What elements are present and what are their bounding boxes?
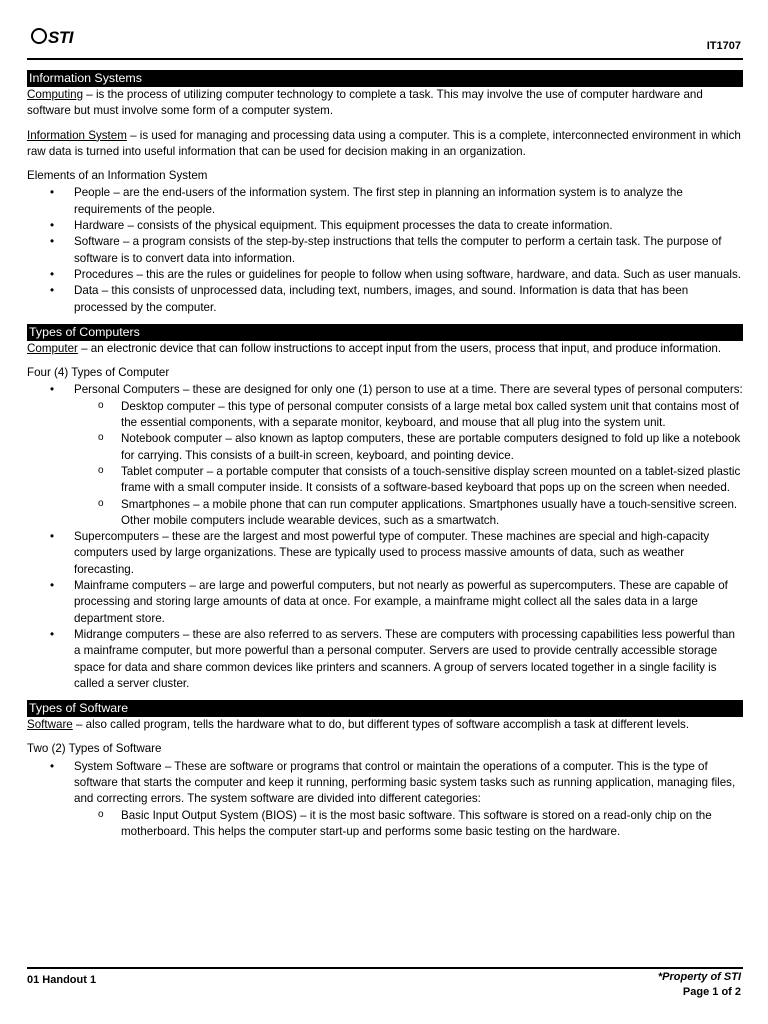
sublist-item: o Basic Input Output System (BIOS) – it is the most basic software. This software is stored on a read-only chip on the motherboard. This helps the computer start-up and performs some basic testing on the hardware. — [74, 808, 743, 841]
list-item: • People – are the end-users of the information system. The first step in planning an information system is to analyze the requirements of the people. — [27, 185, 743, 218]
list-item: • Hardware – consists of the physical equipment. This equipment processes the data to create information. — [27, 218, 743, 234]
computer-types-list — [27, 382, 743, 692]
personal-computer-sublist — [74, 399, 743, 529]
section-heading-types-of-software: Types of Software — [27, 700, 743, 717]
list-item: • Midrange computers – these are also referred to as servers. These are computers with processing capabilities less powerful than a mainframe computer, but more powerful than a personal computer. Servers are used to provide centrally accessible storage space for data and share common devices like printers and scanners. A group of servers located together in a single facility is called a server cluster. — [27, 627, 743, 692]
list-item: • Software – a program consists of the step-by-step instructions that tells the computer to perform a certain task. The purpose of software is to convert data into information. — [27, 234, 743, 267]
sublist-item: o Desktop computer – this type of personal computer consists of a large metal box called system unit that contains most of the essential components, with a separate monitor, keyboard, and mouse that all plug into the system unit. — [74, 399, 743, 432]
course-code: IT1707 — [706, 40, 741, 52]
subheading-two-types: Two (2) Types of Software — [27, 742, 162, 756]
handout-number: 01 Handout 1 — [27, 974, 97, 986]
sublist-item: o Tablet computer – a portable computer that consists of a touch-sensitive display screen mounted on a tablet-sized plastic frame with a small computer inside. It consists of a software-based keyboard that pops up on the screen when needed. — [74, 464, 743, 497]
definition-information-system: Information System – is used for managing and processing data using a computer. This is a complete, interconnected environment in which raw data is turned into useful information that can be used for decision making in an organization. — [27, 128, 741, 158]
list-item: • Personal Computers – these are designed for only one (1) person to use at a time. There are several types of personal computers: o Desktop computer – this type of personal computer consists of a large metal box called system unit that contains most of the essential components, with a separate monitor, keyboard, and mouse that all plug into the system unit. o Notebook computer – also known as laptop computers, these are portable computers designed to fold up like a notebook for carrying. This consists of a built-in screen, keyboard, and pointing device. o Tablet computer – a portable computer that consists of a touch-sensitive display screen mounted on a tablet-sized plastic frame with a small computer inside. It consists of a software-based keyboard that pops up on the screen when needed. o Smartphones – a mobile phone that can run computer applications. Smartphones usually have a touch-sensitive screen. Other mobile computers include wearable devices, such as a smartwatch. — [27, 382, 743, 529]
term: Information System — [27, 128, 127, 142]
section-heading-information-systems: Information Systems — [27, 70, 743, 87]
page-header — [27, 28, 743, 60]
list-item: • System Software – These are software or programs that control or maintain the operations of a computer. This is the type of software that starts the computer and keep it running, performing basic system tasks such as running application, managing files, and correcting errors. The system software are divided into different categories: o Basic Input Output System (BIOS) – it is the most basic software. This software is stored on a read-only chip on the motherboard. This helps the computer start-up and performs some basic testing on the hardware. — [27, 759, 743, 840]
subheading-four-types: Four (4) Types of Computer — [27, 366, 170, 380]
list-item: • Mainframe computers – are large and powerful computers, but not nearly as powerful as supercomputers. These are capable of processing and storing large amounts of data at once. For example, a mainframe might collect all the sales data in a large department store. — [27, 578, 743, 627]
sublist-item: o Smartphones – a mobile phone that can run computer applications. Smartphones usually have a touch-sensitive screen. Other mobile computers include wearable devices, such as a smartwatch. — [74, 497, 743, 530]
list-item: • Data – this consists of unprocessed data, including text, numbers, images, and sound. Information is data that has been processed by the computer. — [27, 283, 743, 316]
subheading-elements: Elements of an Information System — [27, 169, 208, 183]
term: Computing — [27, 88, 84, 101]
definition-computing: Computing – is the process of utilizing computer technology to complete a task. This may involve the use of computer hardware and software but must involve some form of a computer system. — [27, 88, 703, 118]
page-number: Page 1 of 2 — [682, 986, 741, 998]
definition-computer: Computer – an electronic device that can follow instructions to accept input from the users, process that input, and produce information. — [27, 341, 722, 355]
handout-content — [27, 70, 743, 848]
sublist-item: o Notebook computer – also known as laptop computers, these are portable computers designed to fold up like a notebook for carrying. This consists of a built-in screen, keyboard, and pointing device. — [74, 431, 743, 464]
list-item: • Supercomputers – these are the largest and most powerful type of computer. These machines are special and high-capacity computers used by large organizations. These are typically used to process massive amounts of data, such as weather forecasting. — [27, 529, 743, 578]
section-heading-types-of-computers: Types of Computers — [27, 324, 743, 341]
elements-list — [27, 185, 743, 315]
logo-globe-icon — [31, 28, 47, 44]
software-types-list — [27, 759, 743, 840]
sti-logo: STI — [31, 28, 73, 48]
term: Software — [27, 718, 73, 732]
page-footer — [27, 967, 743, 998]
term: Computer — [27, 341, 78, 355]
definition-software: Software – also called program, tells the hardware what to do, but different types of software accomplish a task at different levels. — [27, 718, 690, 732]
list-item: • Procedures – this are the rules or guidelines for people to follow when using software, hardware, and data. Such as user manuals. — [27, 267, 743, 283]
property-note: *Property of STI — [657, 971, 741, 983]
system-software-sublist — [74, 808, 743, 841]
